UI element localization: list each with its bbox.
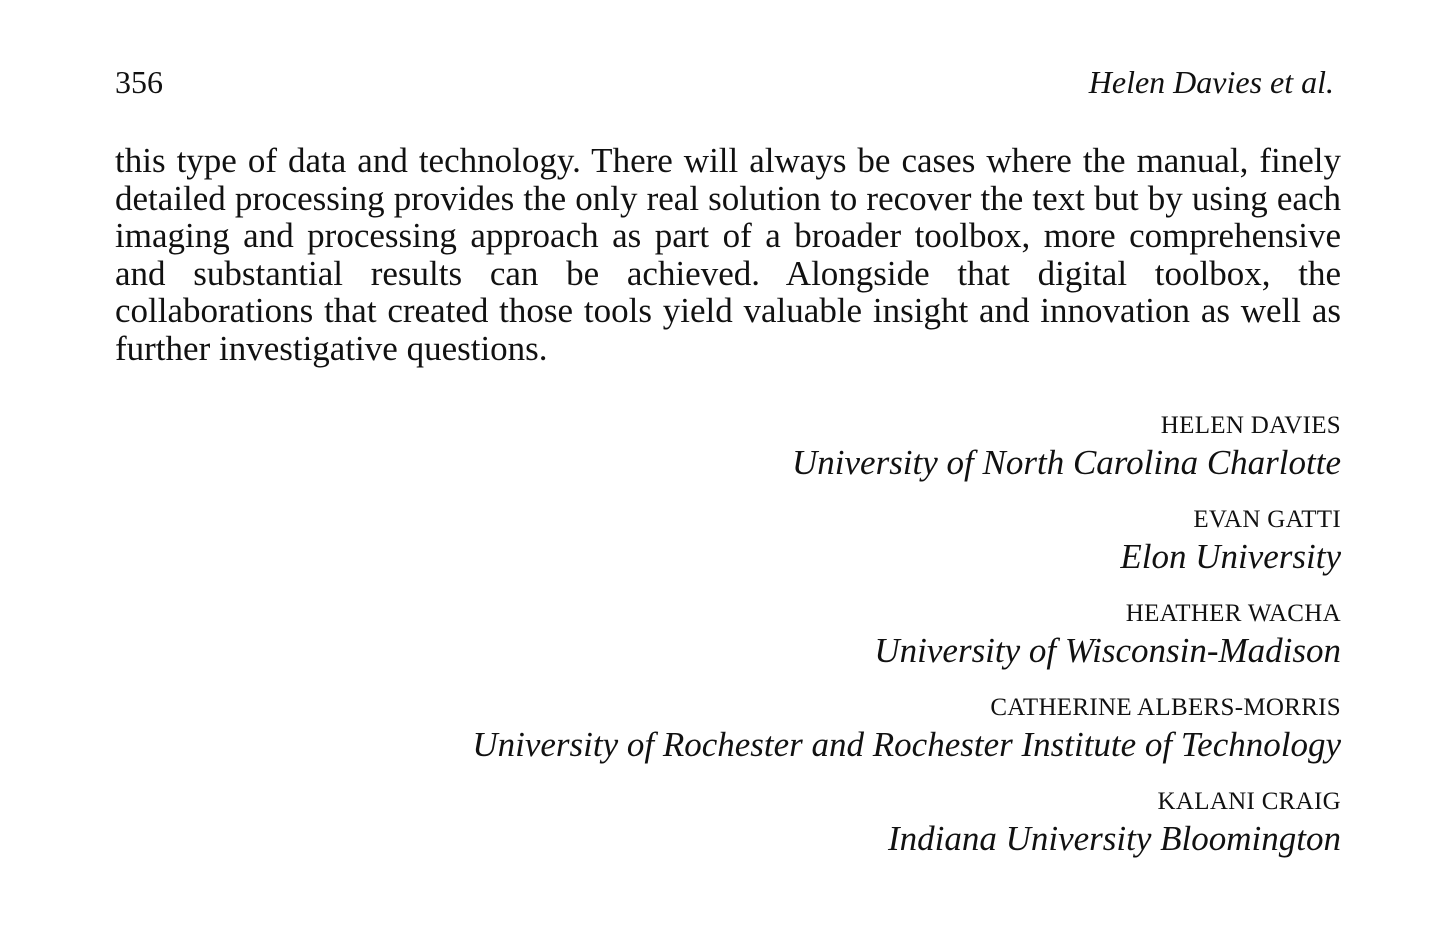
author-name: CATHERINE ALBERS-MORRIS (990, 694, 1341, 721)
author-name: HELEN DAVIES (1160, 412, 1341, 439)
author-list (341, 409, 1341, 879)
body-paragraph: this type of data and technology. There will always be cases where the manual, finely detailed processing provides the only real solution to recover the text but by using each imaging and processing approach as part of a broader toolbox, more comprehensive and substantial results can be achieved. Alongside that digital toolbox, the collaborations that created those tools yield valuable insight and innovation as well as further investigative questions. (115, 141, 1341, 368)
author-entry (341, 409, 1341, 503)
author-name: EVAN GATTI (1193, 506, 1341, 533)
author-entry (341, 503, 1341, 597)
running-head: Helen Davies et al. (1088, 64, 1334, 100)
author-affiliation: University of North Carolina Charlotte (792, 443, 1341, 482)
page-number: 356 (115, 64, 163, 100)
author-entry (341, 691, 1341, 785)
author-entry (341, 597, 1341, 691)
author-affiliation: Indiana University Bloomington (887, 819, 1341, 858)
author-affiliation: University of Wisconsin-Madison (874, 631, 1341, 670)
author-name: KALANI CRAIG (1157, 788, 1341, 815)
author-name: HEATHER WACHA (1125, 600, 1341, 627)
author-affiliation: Elon University (1120, 537, 1341, 576)
author-entry (341, 785, 1341, 879)
author-affiliation: University of Rochester and Rochester Institute of Technology (472, 725, 1341, 764)
